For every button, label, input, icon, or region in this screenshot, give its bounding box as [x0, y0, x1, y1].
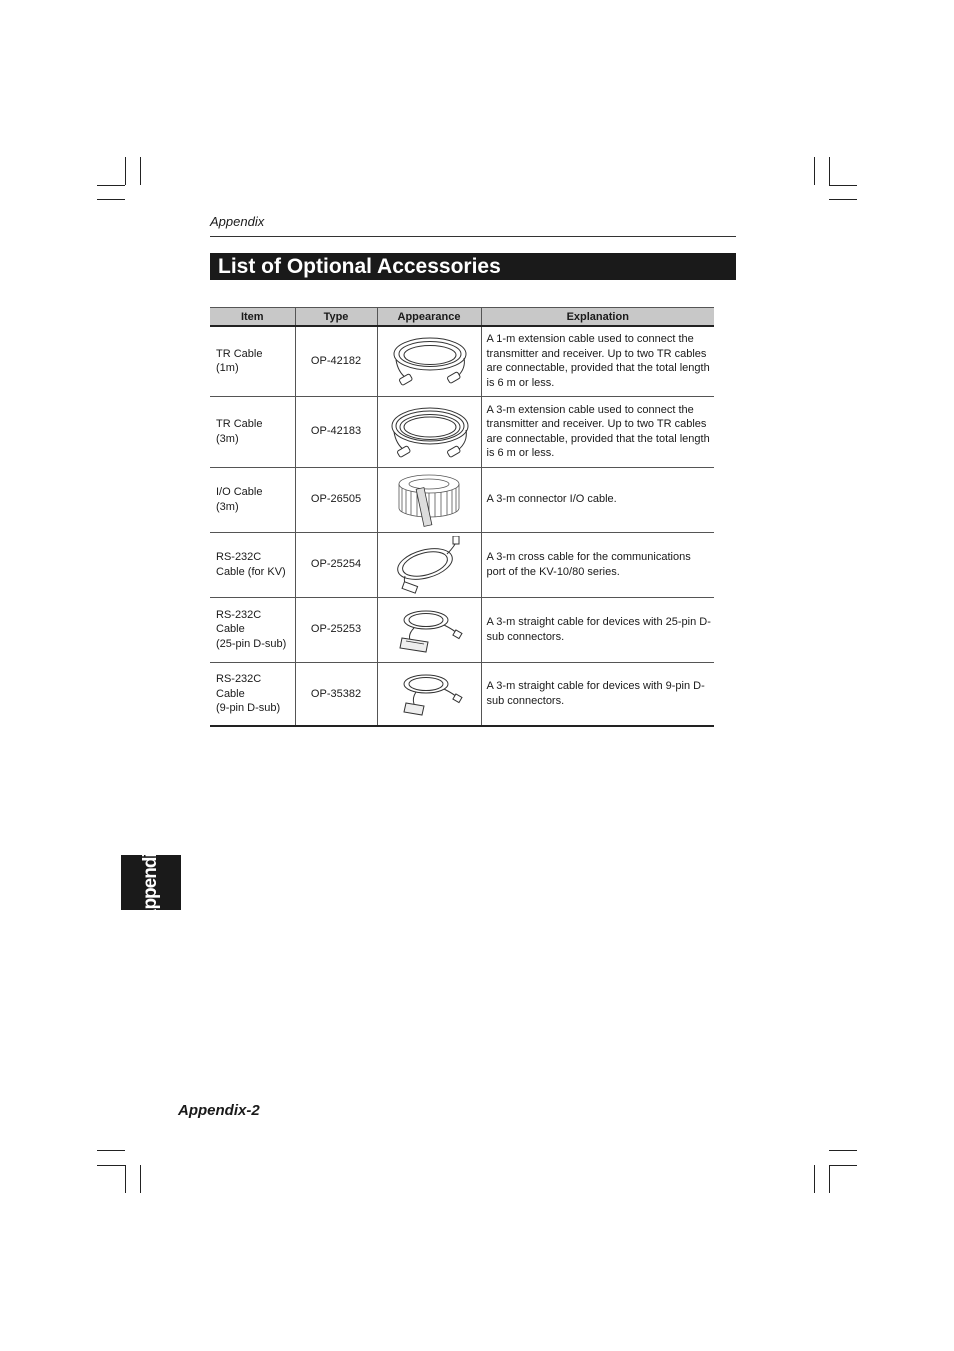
column-header-explanation: Explanation: [481, 308, 714, 327]
page-number: Appendix-2: [178, 1102, 260, 1119]
side-tab-label: Appendix: [140, 843, 161, 923]
explanation-cell: A 3-m connector I/O cable.: [481, 467, 714, 532]
type-cell: OP-25254: [295, 532, 377, 597]
ribbon-cable-coil-icon: [394, 470, 464, 530]
table-row: [210, 597, 714, 662]
item-cell: RS-232C Cable (for KV): [210, 532, 295, 597]
explanation-cell: A 3-m straight cable for devices with 25-pin D-sub connectors.: [481, 597, 714, 662]
coiled-cable-icon: [384, 400, 474, 464]
side-tab: [121, 843, 181, 923]
type-cell: OP-25253: [295, 597, 377, 662]
serial-cable-icon: [389, 536, 469, 594]
column-header-item: Item: [210, 308, 295, 327]
item-cell: TR Cable (1m): [216, 347, 263, 375]
explanation-cell: A 3-m straight cable for devices with 9-pin D-sub connectors.: [481, 662, 714, 726]
type-cell: OP-26505: [295, 467, 377, 532]
table-header-row: [210, 308, 714, 327]
table-row: [210, 467, 714, 532]
table-row: [210, 662, 714, 726]
coiled-cable-icon: [384, 330, 474, 392]
dsub-cable-icon: [394, 668, 464, 720]
accessories-table: [210, 307, 714, 727]
item-cell: RS-232C Cable (25-pin D-sub): [210, 597, 295, 662]
explanation-cell: A 3-m extension cable used to connect the transmitter and receiver. Up to two TR cables are connectable, provided that the total length is 6 m or less.: [481, 396, 714, 467]
appearance-cell: [377, 396, 481, 467]
appearance-cell: [377, 597, 481, 662]
title-bar: [210, 253, 736, 280]
dsub-cable-icon: [394, 604, 464, 656]
item-cell: RS-232C Cable (9-pin D-sub): [210, 662, 295, 726]
table-row: [210, 326, 714, 396]
appearance-cell: [377, 532, 481, 597]
appearance-cell: [377, 326, 481, 396]
type-cell: OP-42182: [295, 326, 377, 396]
header-rule: [210, 236, 736, 237]
appearance-cell: [377, 662, 481, 726]
table-row: [210, 532, 714, 597]
column-header-appearance: Appearance: [377, 308, 481, 327]
item-cell: TR Cable (3m): [210, 396, 295, 467]
explanation-cell: A 3-m cross cable for the communications port of the KV-10/80 series.: [481, 532, 714, 597]
page-title: List of Optional Accessories: [218, 255, 501, 278]
item-cell: I/O Cable (3m): [210, 467, 295, 532]
type-cell: OP-35382: [295, 662, 377, 726]
column-header-type: Type: [295, 308, 377, 327]
table-row: [210, 396, 714, 467]
explanation-cell: A 1-m extension cable used to connect the transmitter and receiver. Up to two TR cables are connectable, provided that the total length is 6 m or less.: [481, 326, 714, 396]
appearance-cell: [377, 467, 481, 532]
type-cell: OP-42183: [295, 396, 377, 467]
running-header: Appendix: [210, 214, 265, 229]
